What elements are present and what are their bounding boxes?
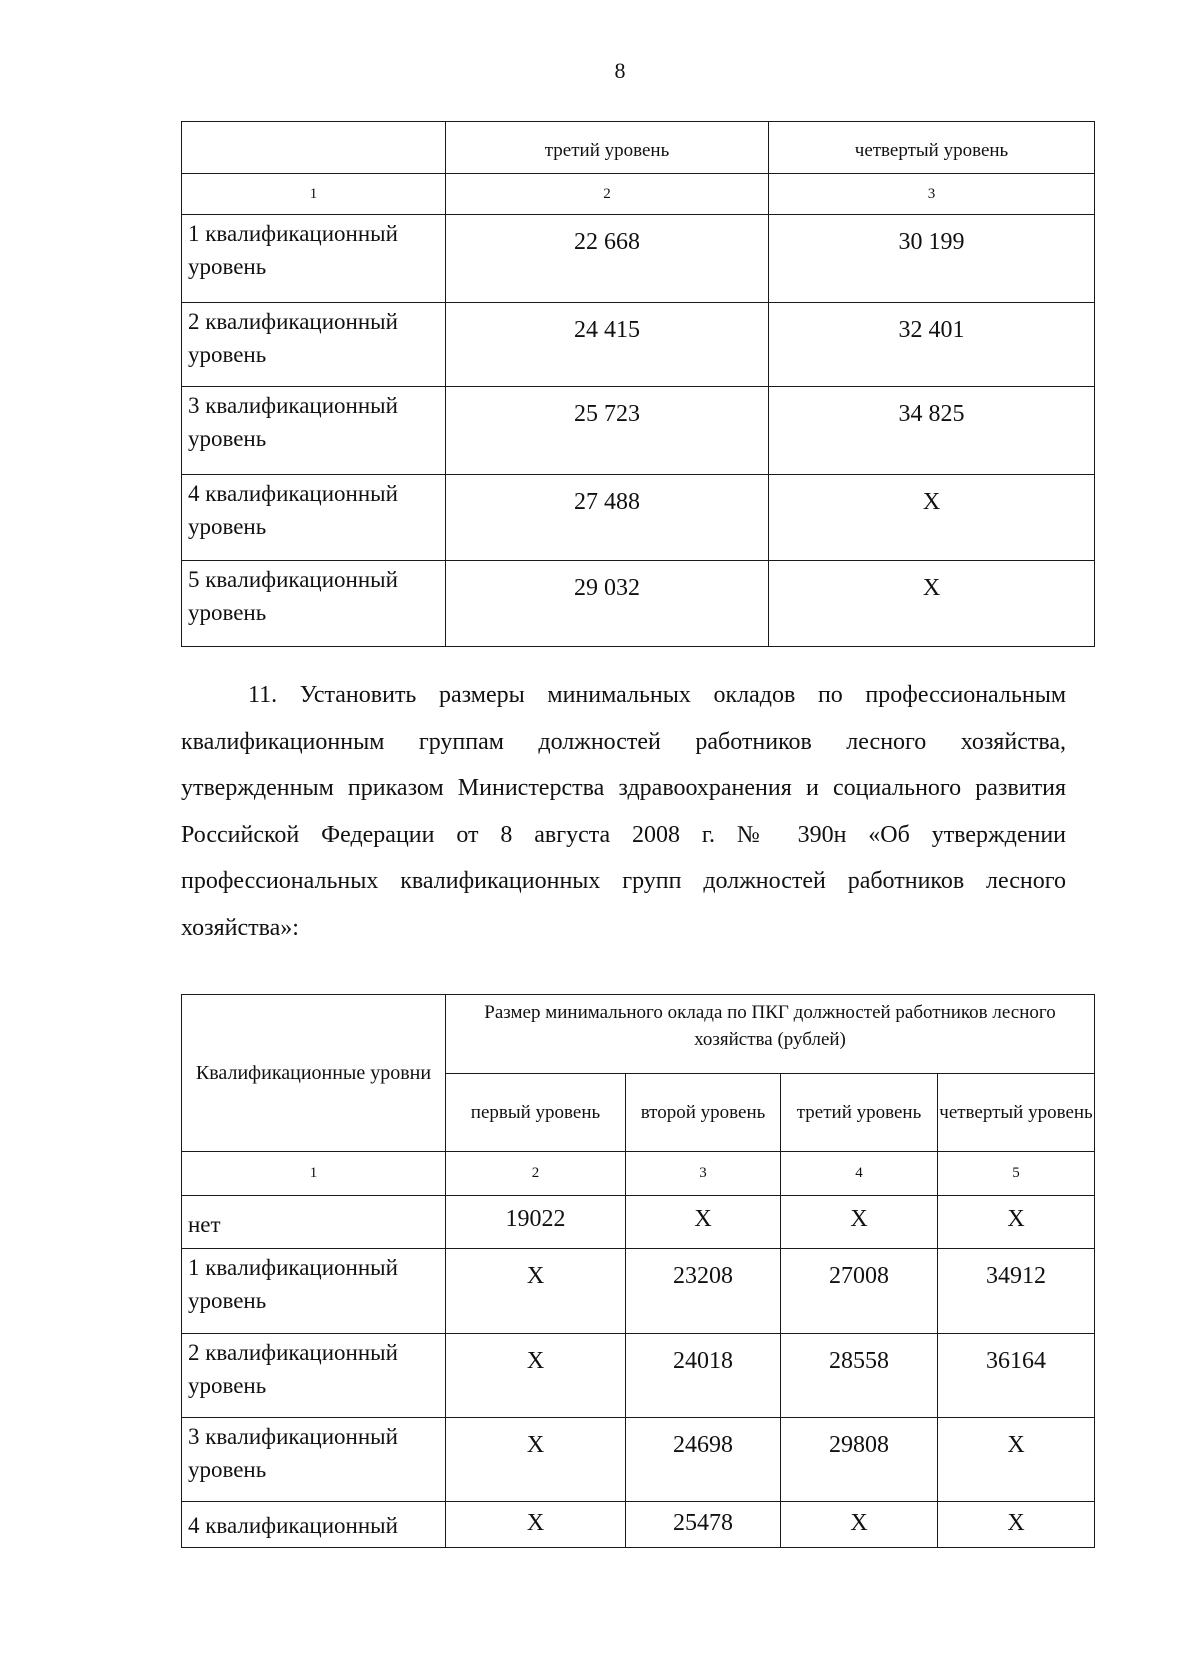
table-row [182,1249,1095,1334]
levels-header: Квалификационные уровни [182,995,446,1152]
column-header: третий уровень [446,122,769,174]
row-label: 2 квалификационный уровень [182,303,446,387]
salary-table-1 [181,121,1095,647]
cell-value: 27008 [781,1249,938,1334]
cell-value: 32 401 [769,303,1095,387]
column-number: 5 [938,1152,1095,1196]
cell-value: 23208 [626,1249,781,1334]
table-row [182,1196,1095,1249]
column-header: третий уровень [781,1074,938,1152]
column-number: 4 [781,1152,938,1196]
column-header: четвертый уровень [938,1074,1095,1152]
group-header: Размер минимального оклада по ПКГ должностей работников лесного хозяйства (рублей) [446,995,1095,1074]
cell-value: 25 723 [446,387,769,475]
cell-value: 36164 [938,1334,1095,1418]
table-row [182,1334,1095,1418]
empty-header-cell [182,122,446,174]
row-label: 3 квалификационный уровень [182,1418,446,1502]
column-header: второй уровень [626,1074,781,1152]
cell-value: X [781,1196,938,1249]
cell-value: 34 825 [769,387,1095,475]
row-label: 4 квалификационный уровень [182,475,446,561]
column-header: четвертый уровень [769,122,1095,174]
table-row [182,1502,1095,1548]
cell-value: X [769,475,1095,561]
cell-value: X [446,1334,626,1418]
table-header-row [182,995,1095,1074]
row-label: 2 квалификационный уровень [182,1334,446,1418]
paragraph-11 [181,672,1066,951]
cell-value: X [626,1196,781,1249]
cell-value: 24 415 [446,303,769,387]
row-label: 1 квалификационный уровень [182,215,446,303]
table-row [182,387,1095,475]
cell-value: X [446,1502,626,1548]
cell-value: X [938,1502,1095,1548]
cell-value: 25478 [626,1502,781,1548]
cell-value: 19022 [446,1196,626,1249]
column-number: 3 [626,1152,781,1196]
cell-value: X [938,1196,1095,1249]
table-header-row [182,122,1095,174]
cell-value: 27 488 [446,475,769,561]
paragraph-text: 11. Установить размеры минимальных окладов по профессиональным квалификационным группам должностей работников лесного хозяйства, утвержденным приказом Министерства здравоохранения и социального развития Российской Федерации от 8 августа 2008 г. № 390н «Об утверждении профессиональных квалификационных групп должностей работников лесного хозяйства»: [181,682,1066,941]
row-label: 3 квалификационный уровень [182,387,446,475]
table-row [182,475,1095,561]
column-number-row [182,1152,1095,1196]
table-row [182,303,1095,387]
page-number: 8 [614,58,626,83]
table-row [182,561,1095,647]
column-number-row [182,174,1095,215]
row-label: нет [182,1196,446,1249]
cell-value: 22 668 [446,215,769,303]
column-header: первый уровень [446,1074,626,1152]
cell-value: 29808 [781,1418,938,1502]
cell-value: X [446,1418,626,1502]
salary-table-2 [181,994,1095,1548]
row-label: 4 квалификационный [182,1502,446,1548]
column-number: 2 [446,1152,626,1196]
cell-value: X [938,1418,1095,1502]
cell-value: 29 032 [446,561,769,647]
cell-value: 30 199 [769,215,1095,303]
column-number: 3 [769,174,1095,215]
cell-value: 24018 [626,1334,781,1418]
row-label: 1 квалификационный уровень [182,1249,446,1334]
cell-value: 34912 [938,1249,1095,1334]
cell-value: X [446,1249,626,1334]
table-row [182,1418,1095,1502]
cell-value: X [781,1502,938,1548]
column-number: 1 [182,1152,446,1196]
cell-value: X [769,561,1095,647]
cell-value: 24698 [626,1418,781,1502]
row-label: 5 квалификационный уровень [182,561,446,647]
column-number: 2 [446,174,769,215]
table-row [182,215,1095,303]
cell-value: 28558 [781,1334,938,1418]
column-number: 1 [182,174,446,215]
